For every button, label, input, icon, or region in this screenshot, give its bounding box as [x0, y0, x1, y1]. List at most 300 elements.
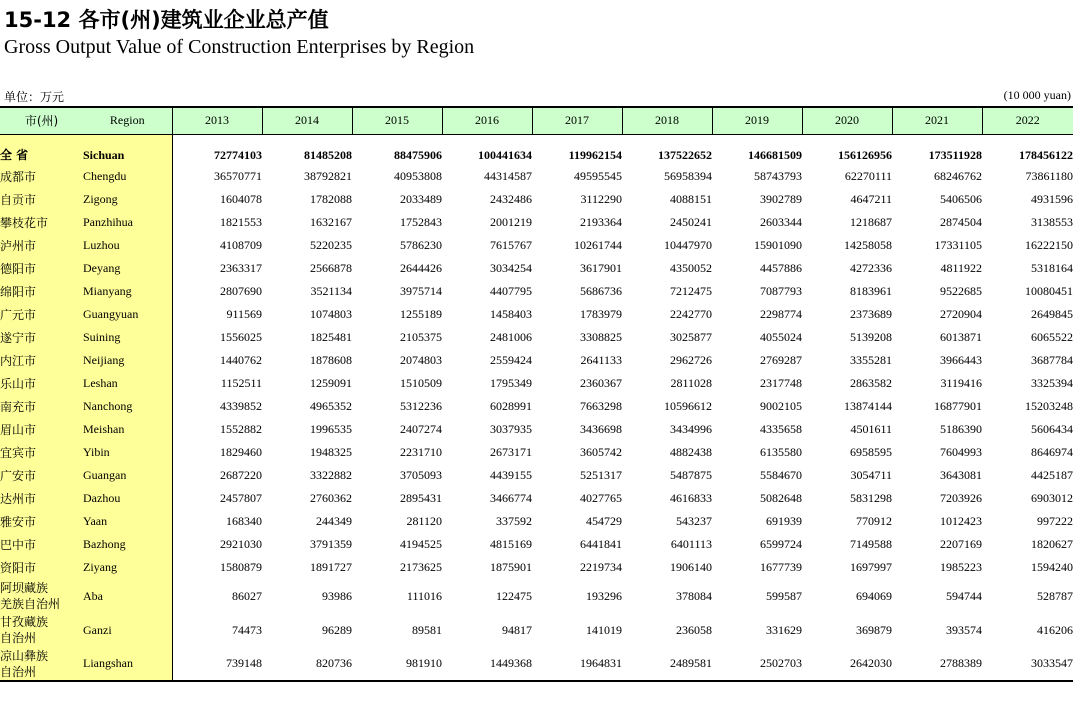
value-cell: 6065522	[1031, 330, 1073, 344]
region-name-en: Guangyuan	[83, 303, 172, 326]
value-cell: 3617901	[580, 261, 622, 275]
value-cell: 1218687	[850, 215, 892, 229]
value-cell: 416206	[1037, 622, 1073, 637]
value-cell: 7615767	[490, 238, 532, 252]
value-cell: 2481006	[490, 330, 532, 344]
value-cell: 528787	[1037, 588, 1073, 603]
region-name-cn-line: 羌族自治州	[0, 597, 61, 611]
value-cell: 62270111	[844, 169, 892, 183]
value-cell: 5186390	[940, 422, 982, 436]
value-cell: 4425187	[1031, 468, 1073, 482]
value-cell: 7149588	[850, 537, 892, 551]
value-cell: 393574	[946, 622, 982, 637]
value-cell: 2033489	[400, 192, 442, 206]
value-cell: 3138553	[1031, 215, 1073, 229]
value-cell: 122475	[496, 588, 532, 603]
value-cell: 4965352	[310, 399, 352, 413]
region-name-cn-line: 凉山彝族	[0, 648, 49, 663]
table-title-cn: 15-12 各市(州)建筑业企业总产值	[4, 8, 329, 32]
value-cell: 1510509	[400, 376, 442, 390]
value-cell: 4457886	[760, 261, 802, 275]
value-cell: 1996535	[310, 422, 352, 436]
table-row	[0, 303, 1073, 326]
value-cell: 369879	[856, 622, 892, 637]
value-cell: 599587	[766, 588, 802, 603]
value-cell: 1604078	[220, 192, 262, 206]
region-name-cn: 广安市	[0, 464, 83, 487]
region-name-en: Bazhong	[83, 533, 172, 556]
value-cell: 10080451	[1025, 284, 1073, 298]
region-name-en: Mianyang	[83, 280, 172, 303]
value-cell: 6441841	[580, 537, 622, 551]
value-cell: 73861180	[1025, 169, 1073, 183]
value-cell: 2807690	[220, 284, 262, 298]
value-cell: 4815169	[490, 537, 532, 551]
value-cell: 1795349	[490, 376, 532, 390]
region-name-cn: 广元市	[0, 303, 83, 326]
value-cell: 1697997	[850, 560, 892, 574]
value-cell: 2566878	[310, 261, 352, 275]
value-cell: 7212475	[670, 284, 712, 298]
header-region-en: Region	[83, 107, 172, 134]
value-cell: 2173625	[400, 560, 442, 574]
value-cell: 4931596	[1031, 192, 1073, 206]
value-cell: 9522685	[940, 284, 982, 298]
value-cell: 38792821	[304, 169, 352, 183]
value-cell: 2363317	[220, 261, 262, 275]
region-name-en: Dazhou	[83, 487, 172, 510]
value-cell: 168340	[226, 514, 262, 528]
table-row	[0, 533, 1073, 556]
region-name-en: Neijiang	[83, 349, 172, 372]
value-cell: 236058	[676, 622, 712, 637]
value-cell: 137522652	[658, 148, 712, 162]
value-cell: 997222	[1037, 514, 1073, 528]
value-cell: 1632167	[310, 215, 352, 229]
value-cell: 594744	[946, 588, 982, 603]
table-row	[0, 211, 1073, 234]
region-name-cn: 达州市	[0, 487, 83, 510]
value-cell: 6958595	[850, 445, 892, 459]
table-row	[0, 188, 1073, 211]
region-name-en: Luzhou	[83, 234, 172, 257]
value-cell: 4882438	[670, 445, 712, 459]
value-cell: 3308825	[580, 330, 622, 344]
region-name-cn: 遂宁市	[0, 326, 83, 349]
region-name-en: Yibin	[83, 441, 172, 464]
region-name-cn: 巴中市	[0, 533, 83, 556]
value-cell: 14258058	[844, 238, 892, 252]
value-cell: 691939	[766, 514, 802, 528]
region-name-cn-line: 自治州	[0, 631, 37, 645]
region-name-en: Aba	[83, 579, 172, 613]
value-cell: 1449368	[442, 647, 532, 681]
value-cell: 15203248	[1025, 399, 1073, 413]
value-cell: 4108709	[220, 238, 262, 252]
value-cell: 3054711	[850, 468, 892, 482]
value-cell: 3112290	[580, 192, 622, 206]
value-cell: 111016	[406, 588, 442, 603]
table-row	[0, 464, 1073, 487]
value-cell: 543237	[676, 514, 712, 528]
value-cell: 16877901	[934, 399, 982, 413]
value-cell: 8646974	[1031, 445, 1073, 459]
value-cell: 2673171	[490, 445, 532, 459]
value-cell: 5312236	[400, 399, 442, 413]
value-cell: 3322882	[310, 468, 352, 482]
value-cell: 454729	[586, 514, 622, 528]
value-cell: 4088151	[670, 192, 712, 206]
value-cell: 44314587	[484, 169, 532, 183]
value-cell: 981910	[352, 647, 442, 681]
value-cell: 2962726	[670, 353, 712, 367]
value-cell: 2644426	[400, 261, 442, 275]
header-year: 2022	[982, 107, 1073, 134]
region-name-cn-line: 阿坝藏族	[0, 581, 49, 595]
value-cell: 3119416	[940, 376, 982, 390]
header-year: 2017	[532, 107, 622, 134]
value-cell: 1580879	[220, 560, 262, 574]
total-row	[0, 134, 1073, 165]
region-name-cn: 眉山市	[0, 418, 83, 441]
value-cell: 378084	[676, 588, 712, 603]
table-row	[0, 165, 1073, 188]
value-cell: 3966443	[940, 353, 982, 367]
unit-label-en: (10 000 yuan)	[1003, 88, 1071, 102]
value-cell: 7203926	[940, 491, 982, 505]
value-cell: 2788389	[892, 647, 982, 681]
region-name-en: Ganzi	[83, 613, 172, 647]
region-name-cn: 绵阳市	[0, 280, 83, 303]
value-cell: 820736	[262, 647, 352, 681]
value-cell: 1948325	[310, 445, 352, 459]
value-cell: 7087793	[760, 284, 802, 298]
table-row	[0, 418, 1073, 441]
value-cell: 5251317	[580, 468, 622, 482]
value-cell: 56958394	[664, 169, 712, 183]
value-cell: 2219734	[580, 560, 622, 574]
header-year: 2015	[352, 107, 442, 134]
value-cell: 1964831	[532, 647, 622, 681]
value-cell: 81485208	[304, 148, 352, 162]
table-row	[0, 613, 1073, 647]
value-cell: 2407274	[400, 422, 442, 436]
region-name-cn: 宜宾市	[0, 441, 83, 464]
value-cell: 3975714	[400, 284, 442, 298]
header-year: 2021	[892, 107, 982, 134]
region-name-cn: 雅安市	[0, 510, 83, 533]
value-cell: 7663298	[580, 399, 622, 413]
value-cell: 1552882	[220, 422, 262, 436]
value-cell: 2193364	[580, 215, 622, 229]
value-cell: 694069	[856, 588, 892, 603]
region-name-en: Yaan	[83, 510, 172, 533]
value-cell: 2231710	[400, 445, 442, 459]
region-name-en: Suining	[83, 326, 172, 349]
value-cell: 7604993	[940, 445, 982, 459]
value-cell: 3687784	[1031, 353, 1073, 367]
region-name-cn-line: 甘孜藏族	[0, 615, 49, 629]
value-cell: 1829460	[220, 445, 262, 459]
value-cell: 2895431	[400, 491, 442, 505]
value-cell: 1440762	[220, 353, 262, 367]
value-cell: 4350052	[670, 261, 712, 275]
value-cell: 58743793	[754, 169, 802, 183]
value-cell: 2502703	[712, 647, 802, 681]
value-cell: 911569	[226, 307, 262, 321]
value-cell: 1152511	[220, 376, 262, 390]
value-cell: 2811028	[670, 376, 712, 390]
value-cell: 6028991	[490, 399, 532, 413]
value-cell: 1875901	[490, 560, 532, 574]
region-name-cn: 内江市	[0, 349, 83, 372]
value-cell: 5318164	[1031, 261, 1073, 275]
value-cell: 3521134	[310, 284, 352, 298]
table-row	[0, 579, 1073, 613]
value-cell: 178456122	[1019, 148, 1073, 162]
value-cell: 2432486	[490, 192, 532, 206]
value-cell: 10447970	[664, 238, 712, 252]
value-cell: 5406506	[940, 192, 982, 206]
value-cell: 5082648	[760, 491, 802, 505]
header-year: 2018	[622, 107, 712, 134]
value-cell: 2642030	[802, 647, 892, 681]
value-cell: 3705093	[400, 468, 442, 482]
value-cell: 2769287	[760, 353, 802, 367]
header-region-cn: 市(州)	[0, 107, 83, 134]
value-cell: 17331105	[934, 238, 982, 252]
value-cell: 89581	[412, 622, 442, 637]
header-year: 2019	[712, 107, 802, 134]
value-cell: 1783979	[580, 307, 622, 321]
value-cell: 2450241	[670, 215, 712, 229]
value-cell: 6135580	[760, 445, 802, 459]
value-cell: 2921030	[220, 537, 262, 551]
value-cell: 3355281	[850, 353, 892, 367]
value-cell: 13874144	[844, 399, 892, 413]
value-cell: 16222150	[1025, 238, 1073, 252]
value-cell: 40953808	[394, 169, 442, 183]
value-cell: 3902789	[760, 192, 802, 206]
region-name-en: Nanchong	[83, 395, 172, 418]
value-cell: 2317748	[760, 376, 802, 390]
value-cell: 74473	[232, 622, 262, 637]
value-cell: 4027765	[580, 491, 622, 505]
value-cell: 1782088	[310, 192, 352, 206]
table-row	[0, 280, 1073, 303]
region-name-en: Ziyang	[83, 556, 172, 579]
value-cell: 141019	[586, 622, 622, 637]
value-cell: 146681509	[748, 148, 802, 162]
value-cell: 5786230	[400, 238, 442, 252]
value-cell: 10596612	[664, 399, 712, 413]
table-row	[0, 395, 1073, 418]
value-cell: 156126956	[838, 148, 892, 162]
value-cell: 739148	[172, 647, 262, 681]
value-cell: 100441634	[478, 148, 532, 162]
value-cell: 3791359	[310, 537, 352, 551]
value-cell: 770912	[856, 514, 892, 528]
value-cell: 5584670	[760, 468, 802, 482]
value-cell: 36570771	[214, 169, 262, 183]
region-name-en: Meishan	[83, 418, 172, 441]
value-cell: 244349	[316, 514, 352, 528]
value-cell: 3325394	[1031, 376, 1073, 390]
value-cell: 1556025	[220, 330, 262, 344]
region-name-cn	[0, 647, 83, 681]
value-cell: 4647211	[850, 192, 892, 206]
value-cell: 72774103	[214, 148, 262, 162]
value-cell: 15901090	[754, 238, 802, 252]
value-cell: 2874504	[940, 215, 982, 229]
value-cell: 4439155	[490, 468, 532, 482]
value-cell: 3033547	[982, 647, 1073, 681]
header-year: 2013	[172, 107, 262, 134]
value-cell: 2373689	[850, 307, 892, 321]
region-name-en: Guangan	[83, 464, 172, 487]
region-name-cn: 全 省	[0, 134, 83, 165]
value-cell: 119962154	[568, 148, 622, 162]
table-row	[0, 647, 1073, 681]
region-name-cn: 泸州市	[0, 234, 83, 257]
value-cell: 2001219	[490, 215, 532, 229]
value-cell: 1677739	[760, 560, 802, 574]
value-cell: 3434996	[670, 422, 712, 436]
value-cell: 2298774	[760, 307, 802, 321]
value-cell: 2242770	[670, 307, 712, 321]
value-cell: 1985223	[940, 560, 982, 574]
value-cell: 1259091	[310, 376, 352, 390]
region-name-cn: 成都市	[0, 165, 83, 188]
value-cell: 2687220	[220, 468, 262, 482]
value-cell: 1891727	[310, 560, 352, 574]
value-cell: 1255189	[400, 307, 442, 321]
value-cell: 3605742	[580, 445, 622, 459]
header-row	[0, 107, 1073, 134]
value-cell: 5686736	[580, 284, 622, 298]
region-name-cn	[0, 613, 83, 647]
value-cell: 4407795	[490, 284, 532, 298]
region-name-cn	[0, 579, 83, 613]
value-cell: 1074803	[310, 307, 352, 321]
value-cell: 88475906	[394, 148, 442, 162]
value-cell: 4501611	[850, 422, 892, 436]
table-row	[0, 234, 1073, 257]
value-cell: 68246762	[934, 169, 982, 183]
value-cell: 2603344	[760, 215, 802, 229]
value-cell: 4811922	[940, 261, 982, 275]
header-year: 2014	[262, 107, 352, 134]
table-row	[0, 510, 1073, 533]
region-name-cn: 资阳市	[0, 556, 83, 579]
value-cell: 3436698	[580, 422, 622, 436]
value-cell: 1821553	[220, 215, 262, 229]
value-cell: 2649845	[1031, 307, 1073, 321]
value-cell: 9002105	[760, 399, 802, 413]
value-cell: 3037935	[490, 422, 532, 436]
value-cell: 2760362	[310, 491, 352, 505]
value-cell: 8183961	[850, 284, 892, 298]
value-cell: 5831298	[850, 491, 892, 505]
value-cell: 2863582	[850, 376, 892, 390]
value-cell: 1820627	[1031, 537, 1073, 551]
region-name-en: Zigong	[83, 188, 172, 211]
value-cell: 96289	[322, 622, 352, 637]
value-cell: 4194525	[400, 537, 442, 551]
value-cell: 2489581	[622, 647, 712, 681]
region-name-cn: 攀枝花市	[0, 211, 83, 234]
value-cell: 3025877	[670, 330, 712, 344]
region-name-en: Panzhihua	[83, 211, 172, 234]
value-cell: 2559424	[490, 353, 532, 367]
value-cell: 4055024	[760, 330, 802, 344]
table-row	[0, 487, 1073, 510]
region-name-en: Sichuan	[83, 134, 172, 165]
value-cell: 93986	[322, 588, 352, 603]
value-cell: 5606434	[1031, 422, 1073, 436]
value-cell: 337592	[496, 514, 532, 528]
value-cell: 3643081	[940, 468, 982, 482]
value-cell: 1458403	[490, 307, 532, 321]
table-row	[0, 257, 1073, 280]
value-cell: 1594240	[1031, 560, 1073, 574]
value-cell: 4616833	[670, 491, 712, 505]
value-cell: 4335658	[760, 422, 802, 436]
table-title-en: Gross Output Value of Construction Enterprises by Region	[4, 36, 475, 58]
value-cell: 2457807	[220, 491, 262, 505]
value-cell: 331629	[766, 622, 802, 637]
region-name-cn: 乐山市	[0, 372, 83, 395]
value-cell: 281120	[406, 514, 442, 528]
value-cell: 5220235	[310, 238, 352, 252]
unit-label-cn: 单位：万元	[4, 90, 65, 104]
table-body	[0, 134, 1073, 681]
region-name-en: Leshan	[83, 372, 172, 395]
value-cell: 193296	[586, 588, 622, 603]
value-cell: 6599724	[760, 537, 802, 551]
value-cell: 1825481	[310, 330, 352, 344]
value-cell: 49595545	[574, 169, 622, 183]
value-cell: 5487875	[670, 468, 712, 482]
value-cell: 2641133	[580, 353, 622, 367]
value-cell: 6013871	[940, 330, 982, 344]
value-cell: 4272336	[850, 261, 892, 275]
region-name-en: Chengdu	[83, 165, 172, 188]
value-cell: 6903012	[1031, 491, 1073, 505]
value-cell: 5139208	[850, 330, 892, 344]
value-cell: 173511928	[928, 148, 982, 162]
value-cell: 1012423	[940, 514, 982, 528]
value-cell: 1752843	[400, 215, 442, 229]
value-cell: 86027	[232, 588, 262, 603]
value-cell: 10261744	[574, 238, 622, 252]
region-name-en: Deyang	[83, 257, 172, 280]
region-name-cn: 自贡市	[0, 188, 83, 211]
table-row	[0, 326, 1073, 349]
value-cell: 94817	[502, 622, 532, 637]
value-cell: 2207169	[940, 537, 982, 551]
value-cell: 6401113	[670, 537, 712, 551]
header-year: 2016	[442, 107, 532, 134]
value-cell: 3034254	[490, 261, 532, 275]
region-name-cn-line: 自治州	[0, 664, 37, 679]
value-cell: 4339852	[220, 399, 262, 413]
value-cell: 1906140	[670, 560, 712, 574]
table-row	[0, 556, 1073, 579]
value-cell: 2360367	[580, 376, 622, 390]
region-name-cn: 南充市	[0, 395, 83, 418]
value-cell: 3466774	[490, 491, 532, 505]
